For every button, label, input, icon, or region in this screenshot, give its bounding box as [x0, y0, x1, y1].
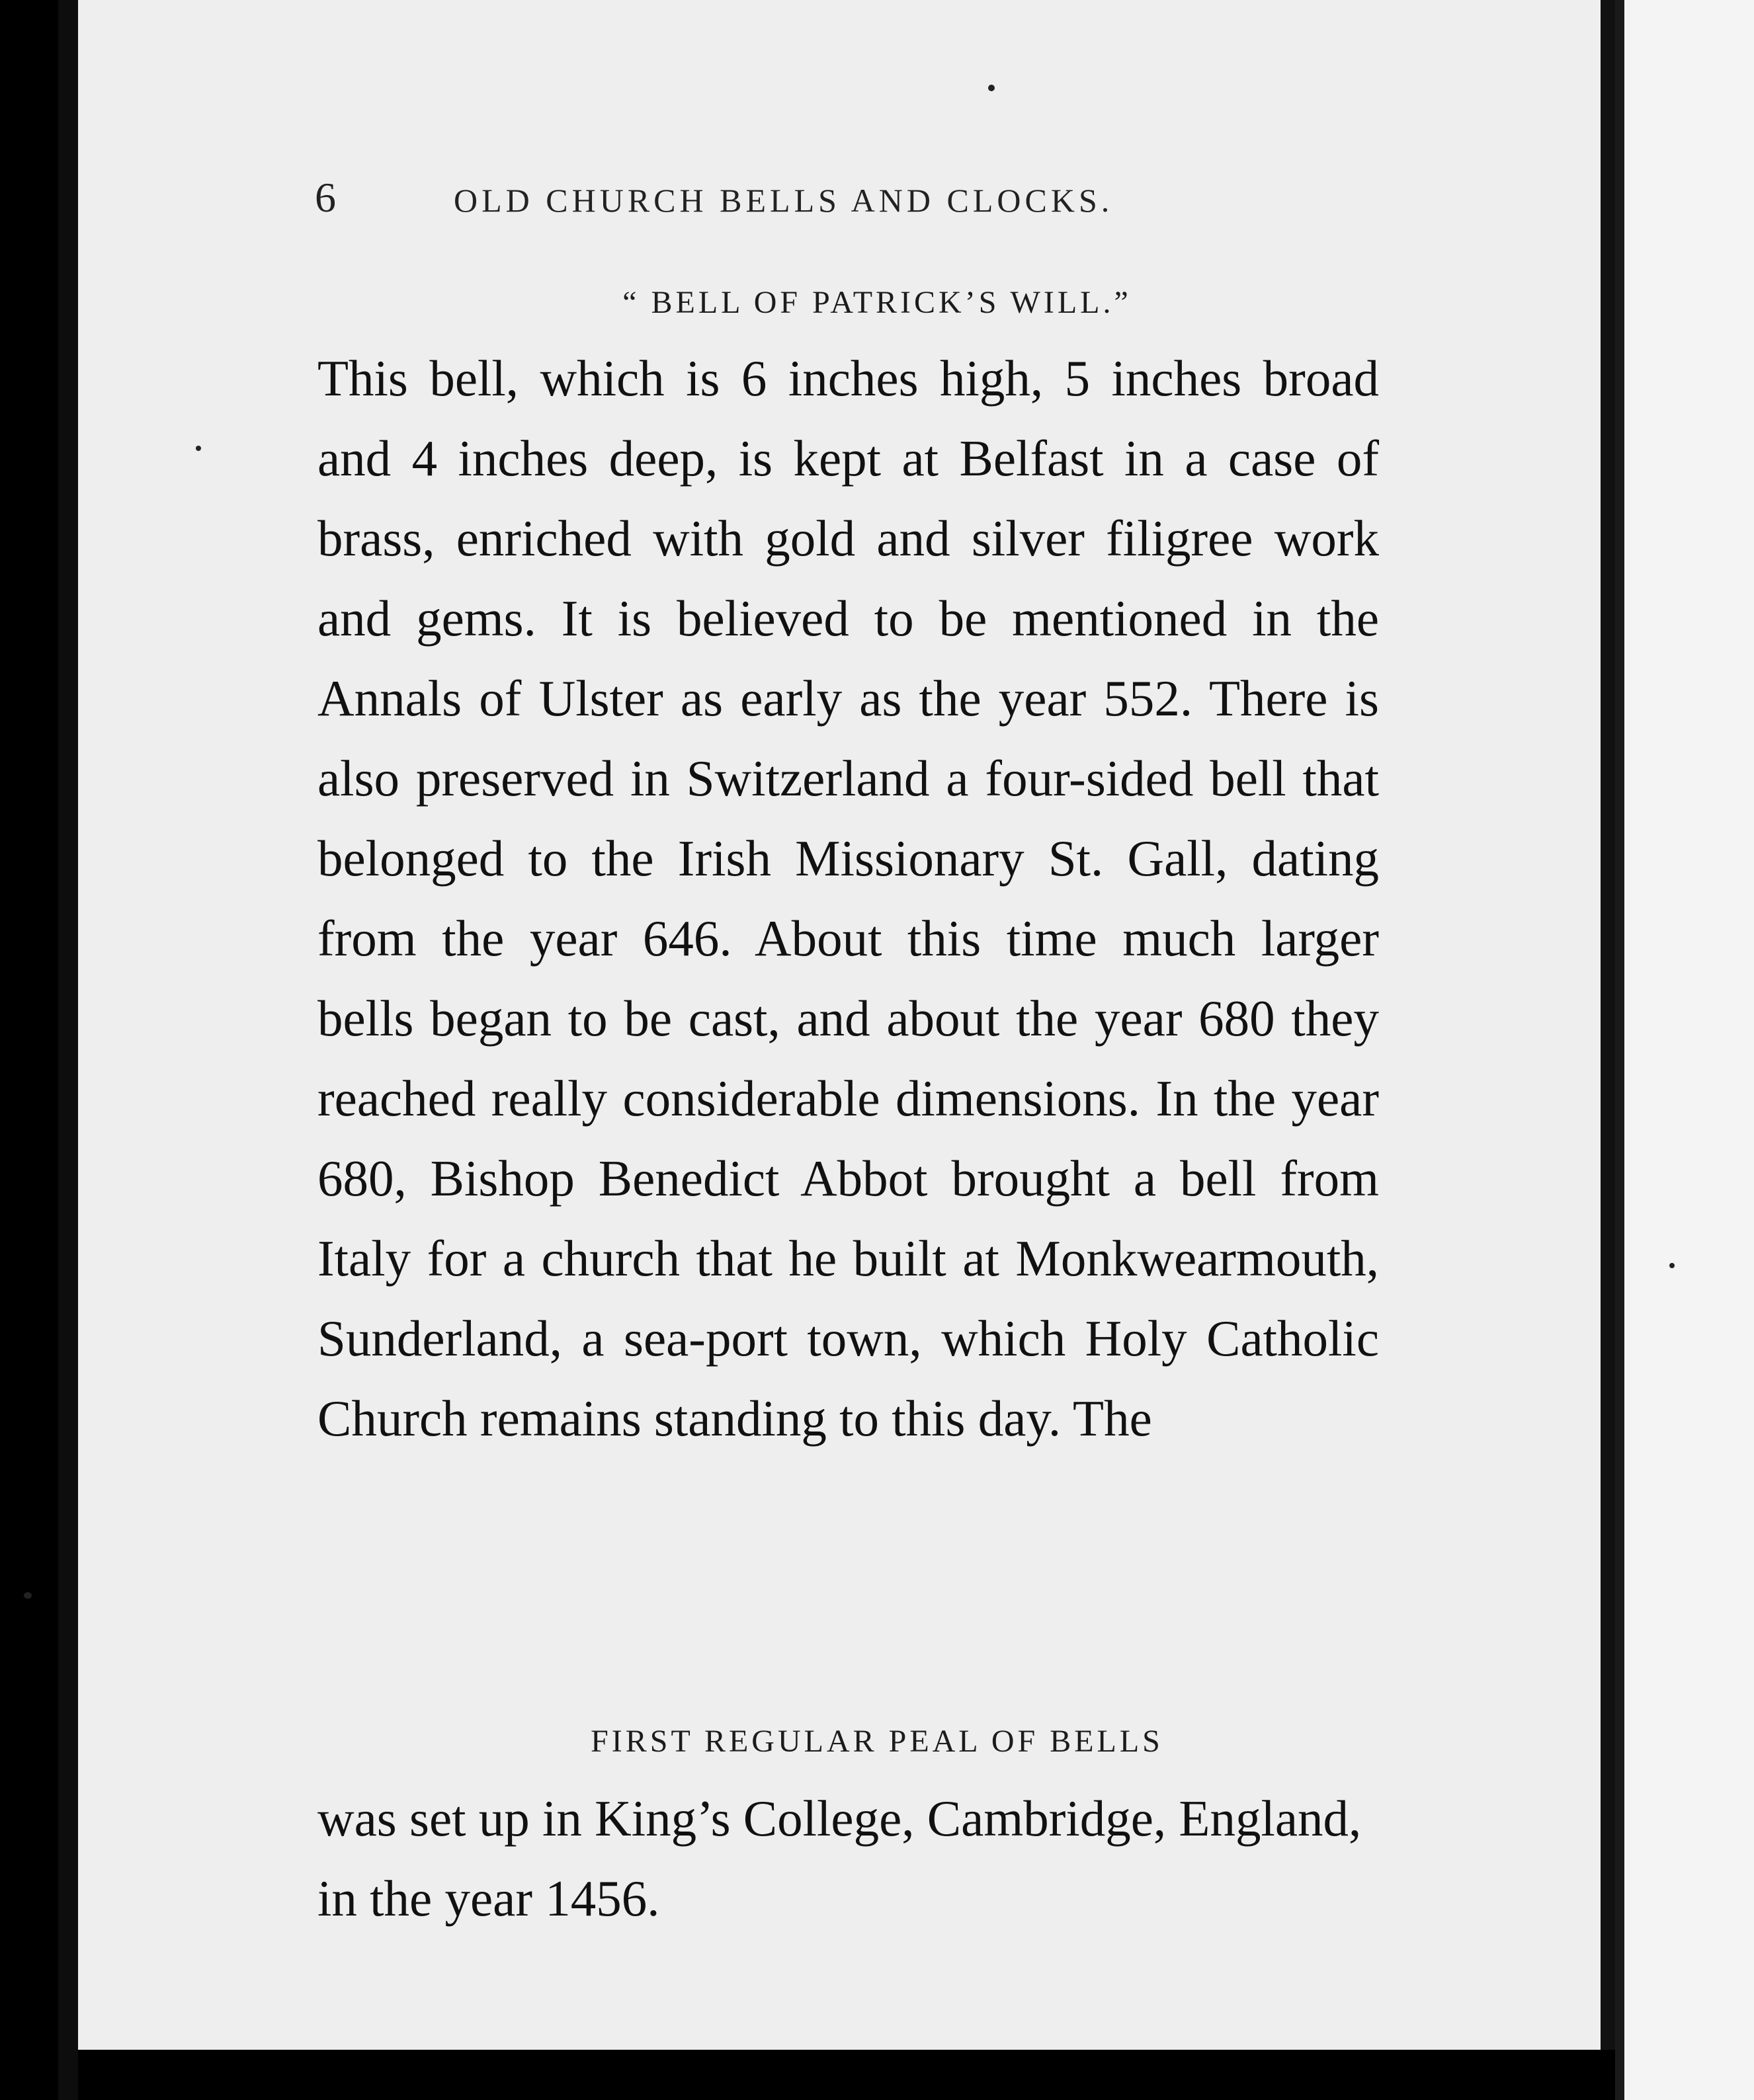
running-title: OLD CHURCH BELLS AND CLOCKS.: [454, 182, 1114, 219]
body-paragraph: This bell, which is 6 inches high, 5 inches broad and 4 inches deep, is kept at Belfast in a case of brass, enriched with gold and silver filigree work and gems. It is believed to be mentioned in the Annals of Ulster as early as the year 552. There is also preserved in Switzerland a four-sided bell that belonged to the Irish Missionary St. Gall, dating from the year 646. About this time much larger bells began to be cast, and about the year 680 they reached really considerable dimensions. In the year 680, Bishop Benedict Abbot brought a bell from Italy for a church that he built at Monkwearmouth, Sunderland, a sea-port town, which Holy Catholic Church remains standing to this day. The: [317, 350, 1379, 1447]
print-speck: [1669, 1263, 1675, 1268]
section-heading-patricks-will: “ BELL OF PATRICK’S WILL.”: [622, 285, 1132, 320]
section-heading-first-peal: FIRST REGULAR PEAL OF BELLS: [591, 1724, 1163, 1759]
print-speck: [988, 85, 995, 91]
print-speck: [196, 446, 201, 451]
print-speck: [24, 1592, 32, 1599]
body-paragraph-continued: was set up in King’s College, Cambridge, England, in the year 1456.: [317, 1790, 1362, 1927]
running-head: [315, 173, 1241, 226]
page-number: 6: [315, 174, 336, 221]
